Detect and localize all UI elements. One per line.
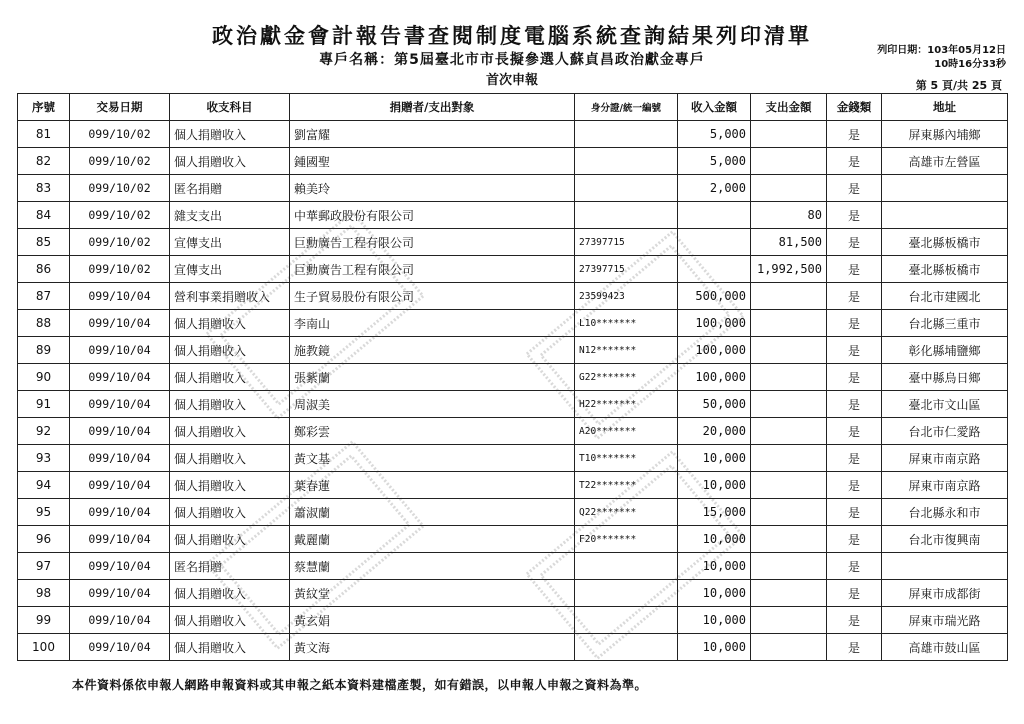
date-cell: 099/10/02 [70,148,170,175]
cash-type-cell: 是 [827,121,882,148]
table-row [18,175,1008,202]
party-cell: 李南山 [290,310,575,337]
party-cell: 黃文基 [290,445,575,472]
cash-type-cell: 是 [827,256,882,283]
report-type: 首次申報 [485,73,538,88]
cash-type-cell: 是 [827,391,882,418]
cash-type-cell: 是 [827,202,882,229]
date-cell: 099/10/02 [70,121,170,148]
table-row [18,499,1008,526]
id-cell [575,553,678,580]
seq-cell: 82 [18,148,70,175]
expense-cell [751,607,827,634]
address-cell: 臺北縣板橋市 [882,256,1008,283]
income-cell: 100,000 [678,310,751,337]
address-cell: 台北縣三重市 [882,310,1008,337]
date-cell: 099/10/04 [70,526,170,553]
seq-cell: 95 [18,499,70,526]
date-cell: 099/10/04 [70,499,170,526]
subject-cell: 個人捐贈收入 [170,310,290,337]
expense-cell [751,148,827,175]
expense-cell: 1,992,500 [751,256,827,283]
expense-cell [751,337,827,364]
income-cell: 20,000 [678,418,751,445]
subject-cell: 個人捐贈收入 [170,499,290,526]
id-cell: A20******* [575,418,678,445]
expense-cell [751,364,827,391]
date-cell: 099/10/02 [70,256,170,283]
address-cell: 高雄市左營區 [882,148,1008,175]
address-cell [882,553,1008,580]
expense-cell [751,121,827,148]
expense-cell [751,175,827,202]
address-cell: 屏東市瑞光路 [882,607,1008,634]
party-cell: 蕭淑蘭 [290,499,575,526]
print-info [877,44,1006,72]
id-cell [575,607,678,634]
expense-cell [751,634,827,661]
subject-cell: 個人捐贈收入 [170,445,290,472]
cash-type-cell: 是 [827,148,882,175]
subject-cell: 個人捐贈收入 [170,634,290,661]
seq-cell: 92 [18,418,70,445]
address-cell: 臺北市文山區 [882,391,1008,418]
column-header: 地址 [882,94,1008,121]
subject-cell: 個人捐贈收入 [170,337,290,364]
id-cell: F20******* [575,526,678,553]
party-cell: 鍾國聖 [290,148,575,175]
party-cell: 中華郵政股份有限公司 [290,202,575,229]
subject-cell: 個人捐贈收入 [170,418,290,445]
subject-cell: 匿名捐贈 [170,553,290,580]
party-cell: 巨勳廣告工程有限公司 [290,256,575,283]
seq-cell: 88 [18,310,70,337]
cash-type-cell: 是 [827,229,882,256]
date-cell: 099/10/02 [70,175,170,202]
expense-cell [751,418,827,445]
income-cell [678,256,751,283]
seq-cell: 96 [18,526,70,553]
id-cell: G22******* [575,364,678,391]
table-row [18,634,1008,661]
subject-cell: 個人捐贈收入 [170,607,290,634]
expense-cell [751,391,827,418]
party-cell: 葉春蓮 [290,472,575,499]
table-row [18,337,1008,364]
income-cell: 50,000 [678,391,751,418]
subject-cell: 匿名捐贈 [170,175,290,202]
table-row [18,526,1008,553]
address-cell: 台北市復興南 [882,526,1008,553]
address-cell: 台北縣永和市 [882,499,1008,526]
income-cell [678,229,751,256]
cash-type-cell: 是 [827,283,882,310]
seq-cell: 99 [18,607,70,634]
income-cell: 10,000 [678,553,751,580]
table-row [18,229,1008,256]
id-cell: L10******* [575,310,678,337]
print-time: 10時16分33秒 [934,59,1006,70]
id-cell [575,148,678,175]
cash-type-cell: 是 [827,364,882,391]
seq-cell: 97 [18,553,70,580]
column-header: 身分證/統一編號 [575,94,678,121]
party-cell: 巨勳廣告工程有限公司 [290,229,575,256]
table-row [18,202,1008,229]
cash-type-cell: 是 [827,337,882,364]
id-cell: 27397715 [575,229,678,256]
income-cell: 500,000 [678,283,751,310]
print-date: 列印日期：103年05月12日 [877,45,1006,56]
id-cell: H22******* [575,391,678,418]
party-cell: 劉富耀 [290,121,575,148]
column-header: 交易日期 [70,94,170,121]
date-cell: 099/10/04 [70,283,170,310]
column-header: 收入金額 [678,94,751,121]
table-row [18,580,1008,607]
party-cell: 賴美玲 [290,175,575,202]
id-cell: Q22******* [575,499,678,526]
seq-cell: 85 [18,229,70,256]
table-row [18,472,1008,499]
date-cell: 099/10/04 [70,553,170,580]
column-header: 序號 [18,94,70,121]
expense-cell [751,310,827,337]
cash-type-cell: 是 [827,310,882,337]
table-row [18,310,1008,337]
party-cell: 黃紋堂 [290,580,575,607]
table-row [18,364,1008,391]
id-cell [575,121,678,148]
expense-cell [751,526,827,553]
expense-cell [751,472,827,499]
seq-cell: 91 [18,391,70,418]
account-name: 專戶名稱：第5屆臺北市市長擬參選人蘇貞昌政治獻金專戶 [319,52,705,68]
id-cell [575,175,678,202]
expense-cell: 80 [751,202,827,229]
seq-cell: 100 [18,634,70,661]
income-cell: 10,000 [678,580,751,607]
date-cell: 099/10/04 [70,472,170,499]
seq-cell: 81 [18,121,70,148]
date-cell: 099/10/04 [70,607,170,634]
party-cell: 黃玄娟 [290,607,575,634]
subject-cell: 個人捐贈收入 [170,121,290,148]
party-cell: 施教鏡 [290,337,575,364]
income-cell [678,202,751,229]
cash-type-cell: 是 [827,607,882,634]
income-cell: 2,000 [678,175,751,202]
id-cell: T22******* [575,472,678,499]
income-cell: 10,000 [678,634,751,661]
id-cell [575,634,678,661]
ledger-table [17,93,1008,661]
address-cell: 台北市建國北 [882,283,1008,310]
expense-cell [751,445,827,472]
party-cell: 張紫蘭 [290,364,575,391]
party-cell: 戴麗蘭 [290,526,575,553]
expense-cell [751,580,827,607]
party-cell: 鄭彩雲 [290,418,575,445]
id-cell [575,202,678,229]
income-cell: 100,000 [678,364,751,391]
table-row [18,607,1008,634]
date-cell: 099/10/04 [70,391,170,418]
seq-cell: 94 [18,472,70,499]
party-cell: 生子貿易股份有限公司 [290,283,575,310]
date-cell: 099/10/04 [70,364,170,391]
cash-type-cell: 是 [827,445,882,472]
seq-cell: 87 [18,283,70,310]
subject-cell: 個人捐贈收入 [170,580,290,607]
expense-cell [751,499,827,526]
id-cell: T10******* [575,445,678,472]
date-cell: 099/10/04 [70,634,170,661]
date-cell: 099/10/04 [70,418,170,445]
income-cell: 5,000 [678,148,751,175]
seq-cell: 86 [18,256,70,283]
page-title: 政治獻金會計報告書查閱制度電腦系統查詢結果列印清單 [212,24,812,48]
income-cell: 10,000 [678,526,751,553]
column-header: 收支科目 [170,94,290,121]
cash-type-cell: 是 [827,418,882,445]
footnote: 本件資料係依申報人網路申報資料或其申報之紙本資料建檔產製，如有錯誤，以申報人申報之資料為準。 [72,678,648,692]
id-cell: 27397715 [575,256,678,283]
income-cell: 10,000 [678,607,751,634]
column-header: 支出金額 [751,94,827,121]
date-cell: 099/10/02 [70,229,170,256]
address-cell: 彰化縣埔鹽鄉 [882,337,1008,364]
table-row [18,445,1008,472]
income-cell: 10,000 [678,472,751,499]
id-cell: 23599423 [575,283,678,310]
seq-cell: 89 [18,337,70,364]
cash-type-cell: 是 [827,553,882,580]
subject-cell: 個人捐贈收入 [170,364,290,391]
cash-type-cell: 是 [827,526,882,553]
income-cell: 5,000 [678,121,751,148]
expense-cell: 81,500 [751,229,827,256]
table-row [18,391,1008,418]
address-cell: 屏東縣內埔鄉 [882,121,1008,148]
seq-cell: 93 [18,445,70,472]
subject-cell: 宣傳支出 [170,229,290,256]
table-row [18,553,1008,580]
party-cell: 蔡慧蘭 [290,553,575,580]
subject-cell: 雜支支出 [170,202,290,229]
column-header: 捐贈者/支出對象 [290,94,575,121]
table-row [18,148,1008,175]
page-number: 第 5 頁/共 25 頁 [915,79,1002,92]
table-row [18,256,1008,283]
table-row [18,418,1008,445]
income-cell: 100,000 [678,337,751,364]
address-cell: 屏東市成都街 [882,580,1008,607]
party-cell: 黃文海 [290,634,575,661]
income-cell: 15,000 [678,499,751,526]
party-cell: 周淑美 [290,391,575,418]
cash-type-cell: 是 [827,472,882,499]
cash-type-cell: 是 [827,175,882,202]
expense-cell [751,553,827,580]
address-cell: 台北市仁愛路 [882,418,1008,445]
address-cell: 高雄市鼓山區 [882,634,1008,661]
column-header: 金錢類 [827,94,882,121]
address-cell: 屏東市南京路 [882,445,1008,472]
cash-type-cell: 是 [827,499,882,526]
seq-cell: 90 [18,364,70,391]
address-cell: 屏東市南京路 [882,472,1008,499]
address-cell [882,175,1008,202]
date-cell: 099/10/04 [70,580,170,607]
id-cell [575,580,678,607]
ledger-body [18,121,1008,661]
seq-cell: 84 [18,202,70,229]
date-cell: 099/10/02 [70,202,170,229]
address-cell: 臺北縣板橋市 [882,229,1008,256]
seq-cell: 83 [18,175,70,202]
subject-cell: 營利事業捐贈收入 [170,283,290,310]
table-row [18,283,1008,310]
date-cell: 099/10/04 [70,445,170,472]
subject-cell: 個人捐贈收入 [170,472,290,499]
subject-cell: 個人捐贈收入 [170,148,290,175]
subject-cell: 個人捐贈收入 [170,391,290,418]
date-cell: 099/10/04 [70,337,170,364]
cash-type-cell: 是 [827,634,882,661]
income-cell: 10,000 [678,445,751,472]
table-header-row [18,94,1008,121]
address-cell [882,202,1008,229]
table-row [18,121,1008,148]
id-cell: N12******* [575,337,678,364]
seq-cell: 98 [18,580,70,607]
date-cell: 099/10/04 [70,310,170,337]
address-cell: 臺中縣烏日鄉 [882,364,1008,391]
expense-cell [751,283,827,310]
subject-cell: 個人捐贈收入 [170,526,290,553]
subject-cell: 宣傳支出 [170,256,290,283]
cash-type-cell: 是 [827,580,882,607]
